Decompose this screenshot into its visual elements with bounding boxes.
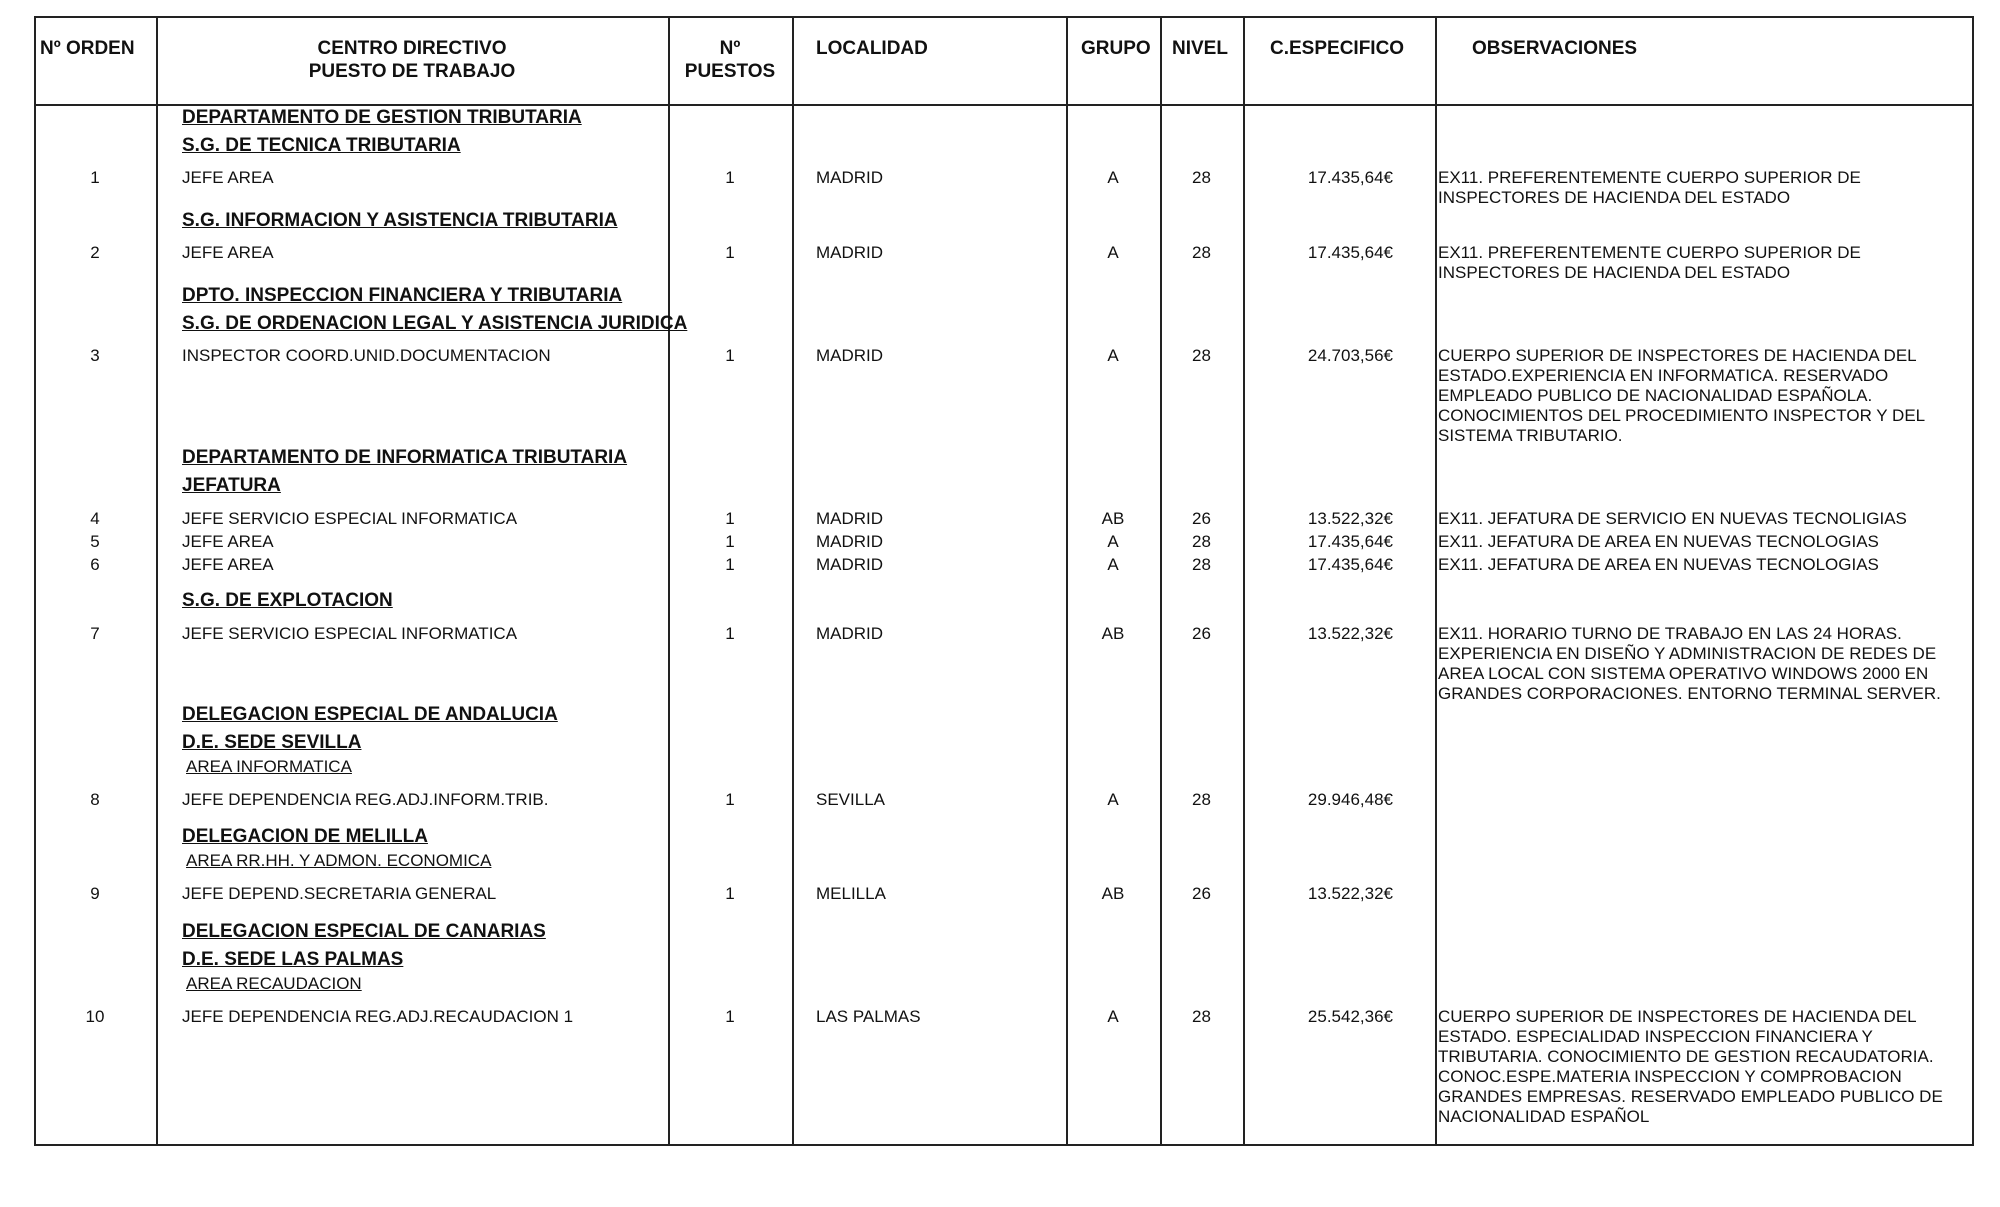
orden-cell: 9: [90, 884, 100, 903]
especifico-cell: 29.946,48€: [1307, 790, 1393, 809]
especifico-cell: 17.435,64€: [1307, 532, 1393, 551]
puestos-cell: 1: [725, 243, 735, 262]
nivel-cell: 28: [1192, 555, 1211, 574]
orden-cell: 7: [90, 624, 100, 643]
puesto-cell: JEFE DEPENDENCIA REG.ADJ.INFORM.TRIB.: [182, 790, 549, 809]
localidad-cell: MADRID: [816, 168, 884, 187]
column-divider: [1435, 16, 1437, 1146]
section-heading: DEPARTAMENTO DE INFORMATICA TRIBUTARIA: [182, 447, 628, 468]
observaciones-cell: EX11. HORARIO TURNO DE TRABAJO EN LAS 24 HORAS. EXPERIENCIA EN DISEÑO Y ADMINISTRACION DE REDES DE AREA LOCAL CON SISTEMA OPERATIVO WINDOWS 2000 EN GRANDES CORPORACIONES. ENTORNO TERMINAL SERVER.: [1438, 624, 1941, 703]
puesto-cell: JEFE AREA: [182, 555, 274, 574]
grupo-cell: AB: [1101, 509, 1125, 528]
grupo-cell: AB: [1101, 884, 1125, 903]
section-subheading: AREA RECAUDACION: [186, 974, 362, 993]
especifico-cell: 13.522,32€: [1307, 509, 1393, 528]
nivel-cell: 26: [1192, 509, 1211, 528]
orden-cell: 4: [90, 509, 100, 528]
nivel-cell: 28: [1192, 168, 1211, 187]
section-subheading: AREA RR.HH. Y ADMON. ECONOMICA: [186, 851, 492, 870]
section-heading: S.G. INFORMACION Y ASISTENCIA TRIBUTARIA: [182, 210, 618, 231]
nivel-cell: 26: [1192, 624, 1211, 643]
nivel-cell: 28: [1192, 1007, 1211, 1026]
puestos-cell: 1: [725, 346, 735, 365]
observaciones-cell: EX11. PREFERENTEMENTE CUERPO SUPERIOR DE INSPECTORES DE HACIENDA DEL ESTADO: [1438, 168, 1861, 207]
puesto-cell: JEFE SERVICIO ESPECIAL INFORMATICA: [182, 624, 518, 643]
section-heading: DELEGACION ESPECIAL DE ANDALUCIA: [182, 704, 558, 725]
header-centro-line2: PUESTO DE TRABAJO: [308, 61, 516, 82]
puesto-cell: JEFE DEPENDENCIA REG.ADJ.RECAUDACION 1: [182, 1007, 574, 1026]
orden-cell: 5: [90, 532, 100, 551]
section-heading: D.E. SEDE SEVILLA: [182, 732, 362, 753]
header-observaciones: OBSERVACIONES: [1472, 38, 1638, 59]
header-especifico: C.ESPECIFICO: [1270, 38, 1405, 59]
localidad-cell: MELILLA: [816, 884, 886, 903]
column-divider: [156, 16, 158, 1146]
especifico-cell: 17.435,64€: [1307, 168, 1393, 187]
localidad-cell: MADRID: [816, 624, 884, 643]
especifico-cell: 17.435,64€: [1307, 243, 1393, 262]
section-heading: DEPARTAMENTO DE GESTION TRIBUTARIA: [182, 107, 582, 128]
grupo-cell: A: [1107, 790, 1119, 809]
header-puestos-line2: PUESTOS: [684, 61, 776, 82]
puestos-cell: 1: [725, 532, 735, 551]
localidad-cell: MADRID: [816, 346, 884, 365]
especifico-cell: 13.522,32€: [1307, 884, 1393, 903]
orden-cell: 2: [90, 243, 100, 262]
header-grupo: GRUPO: [1081, 38, 1151, 59]
especifico-cell: 24.703,56€: [1307, 346, 1393, 365]
observaciones-cell: EX11. PREFERENTEMENTE CUERPO SUPERIOR DE INSPECTORES DE HACIENDA DEL ESTADO: [1438, 243, 1861, 282]
orden-cell: 1: [90, 168, 100, 187]
nivel-cell: 28: [1192, 532, 1211, 551]
section-heading: DELEGACION DE MELILLA: [182, 826, 428, 847]
observaciones-cell: EX11. JEFATURA DE SERVICIO EN NUEVAS TECNOLIGIAS: [1438, 509, 1907, 528]
puestos-cell: 1: [725, 790, 735, 809]
localidad-cell: MADRID: [816, 532, 884, 551]
header-centro-line1: CENTRO DIRECTIVO: [317, 38, 507, 59]
section-heading: DELEGACION ESPECIAL DE CANARIAS: [182, 921, 546, 942]
especifico-cell: 17.435,64€: [1307, 555, 1393, 574]
section-heading: D.E. SEDE LAS PALMAS: [182, 949, 404, 970]
especifico-cell: 13.522,32€: [1307, 624, 1393, 643]
section-heading: S.G. DE ORDENACION LEGAL Y ASISTENCIA JURIDICA: [182, 313, 688, 334]
grupo-cell: A: [1107, 555, 1119, 574]
puesto-cell: INSPECTOR COORD.UNID.DOCUMENTACION: [182, 346, 551, 365]
orden-cell: 8: [90, 790, 100, 809]
nivel-cell: 28: [1192, 346, 1211, 365]
header-orden: Nº ORDEN: [40, 38, 135, 59]
section-subheading: AREA INFORMATICA: [186, 757, 352, 776]
puestos-cell: 1: [725, 624, 735, 643]
header-localidad: LOCALIDAD: [816, 38, 928, 59]
section-heading: JEFATURA: [182, 475, 281, 496]
puestos-cell: 1: [725, 884, 735, 903]
grupo-cell: A: [1107, 346, 1119, 365]
grupo-cell: A: [1107, 243, 1119, 262]
orden-cell: 3: [90, 346, 100, 365]
observaciones-cell: CUERPO SUPERIOR DE INSPECTORES DE HACIENDA DEL ESTADO. ESPECIALIDAD INSPECCION FINANCIERA Y TRIBUTARIA. CONOCIMIENTO DE GESTION RECAUDATORIA. CONOC.ESPE.MATERIA INSPECCION Y COMPROBACION GRANDES EMPRESAS. RESERVADO EMPLEADO PUBLICO DE NACIONALIDAD ESPAÑOL: [1438, 1007, 1943, 1126]
puesto-cell: JEFE SERVICIO ESPECIAL INFORMATICA: [182, 509, 518, 528]
observaciones-cell: EX11. JEFATURA DE AREA EN NUEVAS TECNOLOGIAS: [1438, 532, 1879, 551]
grupo-cell: A: [1107, 168, 1119, 187]
puesto-cell: JEFE DEPEND.SECRETARIA GENERAL: [182, 884, 497, 903]
puestos-cell: 1: [725, 168, 735, 187]
nivel-cell: 28: [1192, 243, 1211, 262]
puestos-cell: 1: [725, 1007, 735, 1026]
orden-cell: 6: [90, 555, 100, 574]
puesto-cell: JEFE AREA: [182, 532, 274, 551]
localidad-cell: MADRID: [816, 243, 884, 262]
grupo-cell: A: [1107, 532, 1119, 551]
orden-cell: 10: [85, 1007, 105, 1026]
column-divider: [792, 16, 794, 1146]
especifico-cell: 25.542,36€: [1307, 1007, 1393, 1026]
puestos-cell: 1: [725, 555, 735, 574]
nivel-cell: 28: [1192, 790, 1211, 809]
header-nivel: NIVEL: [1172, 38, 1228, 59]
puesto-cell: JEFE AREA: [182, 243, 274, 262]
localidad-cell: MADRID: [816, 555, 884, 574]
observaciones-cell: CUERPO SUPERIOR DE INSPECTORES DE HACIENDA DEL ESTADO.EXPERIENCIA EN INFORMATICA. RESERVADO EMPLEADO PUBLICO DE NACIONALIDAD ESPAÑOLA. CONOCIMIENTOS DEL PROCEDIMIENTO INSPECTOR Y DEL SISTEMA TRIBUTARIO.: [1438, 346, 1925, 445]
section-heading: DPTO. INSPECCION FINANCIERA Y TRIBUTARIA: [182, 285, 623, 306]
puestos-cell: 1: [725, 509, 735, 528]
grupo-cell: AB: [1101, 624, 1125, 643]
observaciones-cell: EX11. JEFATURA DE AREA EN NUEVAS TECNOLOGIAS: [1438, 555, 1879, 574]
localidad-cell: MADRID: [816, 509, 884, 528]
puesto-cell: JEFE AREA: [182, 168, 274, 187]
localidad-cell: LAS PALMAS: [816, 1007, 921, 1026]
section-heading: S.G. DE EXPLOTACION: [182, 590, 393, 611]
grupo-cell: A: [1107, 1007, 1119, 1026]
section-heading: S.G. DE TECNICA TRIBUTARIA: [182, 135, 461, 156]
nivel-cell: 26: [1192, 884, 1211, 903]
header-puestos-line1: Nº: [719, 38, 741, 59]
localidad-cell: SEVILLA: [816, 790, 885, 809]
